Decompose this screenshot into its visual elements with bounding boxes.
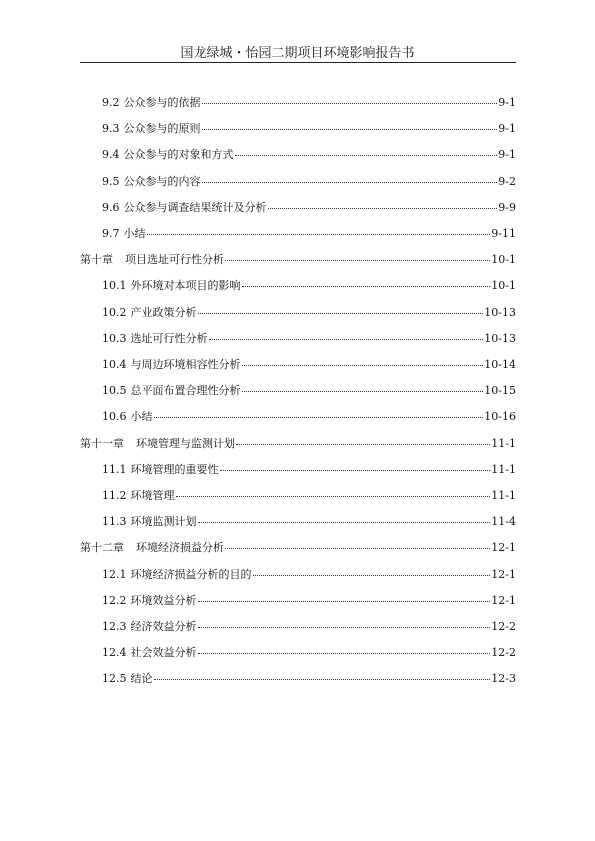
toc-entry-number: 12.2 [102, 593, 127, 607]
toc-entry-title: 小结 [123, 227, 146, 240]
toc-entry-title: 小结 [130, 410, 153, 424]
toc-entry-page-number: 10-15 [484, 384, 516, 398]
toc-entry-page-number: 10-16 [484, 410, 516, 424]
toc-entry-page-number: 12-3 [491, 672, 516, 686]
toc-entry-page-number: 12-1 [491, 567, 516, 581]
toc-dot-leader [236, 443, 490, 445]
toc-entry-page-number: 12-2 [491, 646, 516, 660]
toc-dot-leader [202, 181, 498, 183]
toc-dot-leader [198, 626, 491, 628]
toc-entry-page-number: 11-1 [491, 436, 516, 450]
toc-dot-leader [242, 364, 484, 366]
toc-entry-number: 12.4 [102, 646, 127, 660]
toc-section-entry[interactable] [102, 645, 516, 661]
toc-dot-leader [198, 521, 491, 523]
toc-chapter-entry[interactable] [80, 436, 516, 452]
toc-entry-page-number: 10-1 [491, 279, 516, 293]
toc-entry-title: 产业政策分析 [130, 305, 197, 319]
toc-dot-leader [225, 259, 490, 261]
toc-entry-number: 12.1 [102, 567, 127, 581]
toc-entry-number: 9.2 [102, 96, 120, 109]
toc-dot-leader [202, 102, 498, 104]
toc-entry-number: 10.6 [102, 410, 127, 424]
toc-entry-page-number: 9-1 [498, 96, 516, 109]
toc-dot-leader [198, 600, 491, 602]
toc-dot-leader [268, 207, 498, 209]
toc-entry-title: 环境管理 [130, 489, 175, 502]
toc-entry-number: 10.4 [102, 358, 127, 371]
toc-entry-number: 10.2 [102, 305, 127, 319]
toc-entry-page-number: 9-11 [491, 227, 516, 240]
toc-dot-leader [242, 390, 484, 392]
toc-chapter-entry[interactable] [80, 252, 516, 268]
toc-entry-title: 环境管理的重要性 [130, 462, 219, 476]
toc-entry-number: 9.7 [102, 227, 120, 240]
toc-entry-title: 公众参与调查结果统计及分析 [123, 200, 267, 214]
toc-entry-number: 第十章 [80, 253, 113, 267]
toc-dot-leader [147, 233, 491, 235]
toc-entry-title: 与周边环境相容性分析 [130, 358, 241, 371]
toc-section-entry[interactable] [102, 200, 516, 216]
toc-entry-title: 环境经济损益分析 [136, 541, 224, 555]
toc-entry-page-number: 9-9 [498, 200, 516, 214]
toc-entry-page-number: 11-1 [491, 489, 516, 502]
toc-dot-leader [253, 574, 491, 576]
toc-section-entry[interactable] [102, 619, 516, 635]
toc-entry-number: 11.3 [102, 515, 127, 529]
toc-entry-number: 9.4 [102, 148, 120, 162]
toc-entry-title: 结论 [130, 672, 153, 686]
toc-entry-title: 选址可行性分析 [130, 331, 208, 345]
header-divider [80, 62, 516, 63]
document-header-title: 国龙绿城・怡园二期项目环境影响报告书 [180, 46, 415, 61]
toc-entry-title: 公众参与的内容 [123, 174, 201, 188]
toc-entry-number: 10.3 [102, 331, 127, 345]
toc-section-entry[interactable] [102, 331, 516, 347]
toc-entry-title: 公众参与的原则 [123, 122, 201, 136]
toc-entry-number: 第十一章 [80, 436, 124, 450]
toc-section-entry[interactable] [102, 174, 516, 190]
toc-entry-number: 11.1 [102, 462, 127, 476]
toc-entry-page-number: 9-2 [498, 174, 516, 188]
toc-entry-page-number: 12-1 [491, 541, 516, 555]
toc-entry-page-number: 12-1 [491, 593, 516, 607]
toc-section-entry[interactable] [102, 95, 516, 111]
toc-dot-leader [202, 128, 498, 130]
toc-entry-page-number: 11-4 [491, 515, 516, 529]
toc-section-entry[interactable] [102, 357, 516, 373]
toc-entry-number: 第十二章 [80, 541, 124, 555]
toc-entry-title: 环境监测计划 [130, 515, 197, 529]
toc-section-entry[interactable] [102, 147, 516, 163]
toc-entry-number: 12.3 [102, 620, 127, 633]
toc-entry-title: 经济效益分析 [130, 620, 197, 633]
toc-dot-leader [154, 678, 491, 680]
toc-section-entry[interactable] [102, 488, 516, 504]
toc-section-entry[interactable] [102, 567, 516, 583]
toc-entry-page-number: 10-13 [484, 305, 516, 319]
toc-entry-page-number: 11-1 [491, 462, 516, 476]
toc-section-entry[interactable] [102, 121, 516, 137]
toc-entry-page-number: 10-1 [491, 253, 516, 267]
toc-entry-number: 9.3 [102, 122, 120, 136]
toc-section-entry[interactable] [102, 671, 516, 687]
toc-entry-title: 项目选址可行性分析 [125, 253, 224, 267]
toc-dot-leader [198, 312, 484, 314]
toc-chapter-entry[interactable] [80, 540, 516, 556]
toc-dot-leader [154, 416, 484, 418]
toc-entry-number: 9.6 [102, 200, 120, 214]
toc-entry-title: 环境效益分析 [130, 593, 197, 607]
toc-entry-number: 9.5 [102, 174, 120, 188]
toc-entry-page-number: 10-13 [484, 331, 516, 345]
toc-dot-leader [220, 469, 491, 471]
toc-dot-leader [225, 547, 490, 549]
toc-entry-number: 10.5 [102, 384, 127, 398]
toc-entry-title: 外环境对本项目的影响 [130, 279, 241, 293]
toc-entry-title: 社会效益分析 [130, 646, 197, 660]
toc-entry-title: 环境经济损益分析的目的 [130, 567, 252, 581]
toc-section-entry[interactable] [102, 383, 516, 399]
toc-entry-title: 公众参与的依据 [123, 96, 201, 109]
toc-dot-leader [235, 154, 498, 156]
toc-dot-leader [176, 495, 491, 497]
toc-entry-title: 环境管理与监测计划 [136, 436, 235, 450]
toc-section-entry[interactable] [102, 226, 516, 242]
toc-section-entry[interactable] [102, 514, 516, 530]
toc-section-entry[interactable] [102, 278, 516, 294]
toc-entry-page-number: 9-1 [498, 122, 516, 136]
toc-entry-number: 11.2 [102, 489, 127, 502]
toc-section-entry[interactable] [102, 409, 516, 425]
toc-entry-number: 10.1 [102, 279, 127, 293]
toc-entry-page-number: 12-2 [491, 620, 516, 633]
toc-entry-page-number: 10-14 [484, 358, 516, 371]
toc-entry-title: 总平面布置合理性分析 [130, 384, 241, 398]
toc-dot-leader [242, 285, 491, 287]
toc-section-entry[interactable] [102, 462, 516, 478]
toc-entry-title: 公众参与的对象和方式 [123, 148, 234, 162]
toc-entry-number: 12.5 [102, 672, 127, 686]
toc-dot-leader [209, 338, 484, 340]
toc-section-entry[interactable] [102, 593, 516, 609]
toc-entry-page-number: 9-1 [498, 148, 516, 162]
toc-section-entry[interactable] [102, 305, 516, 321]
toc-dot-leader [198, 652, 491, 654]
